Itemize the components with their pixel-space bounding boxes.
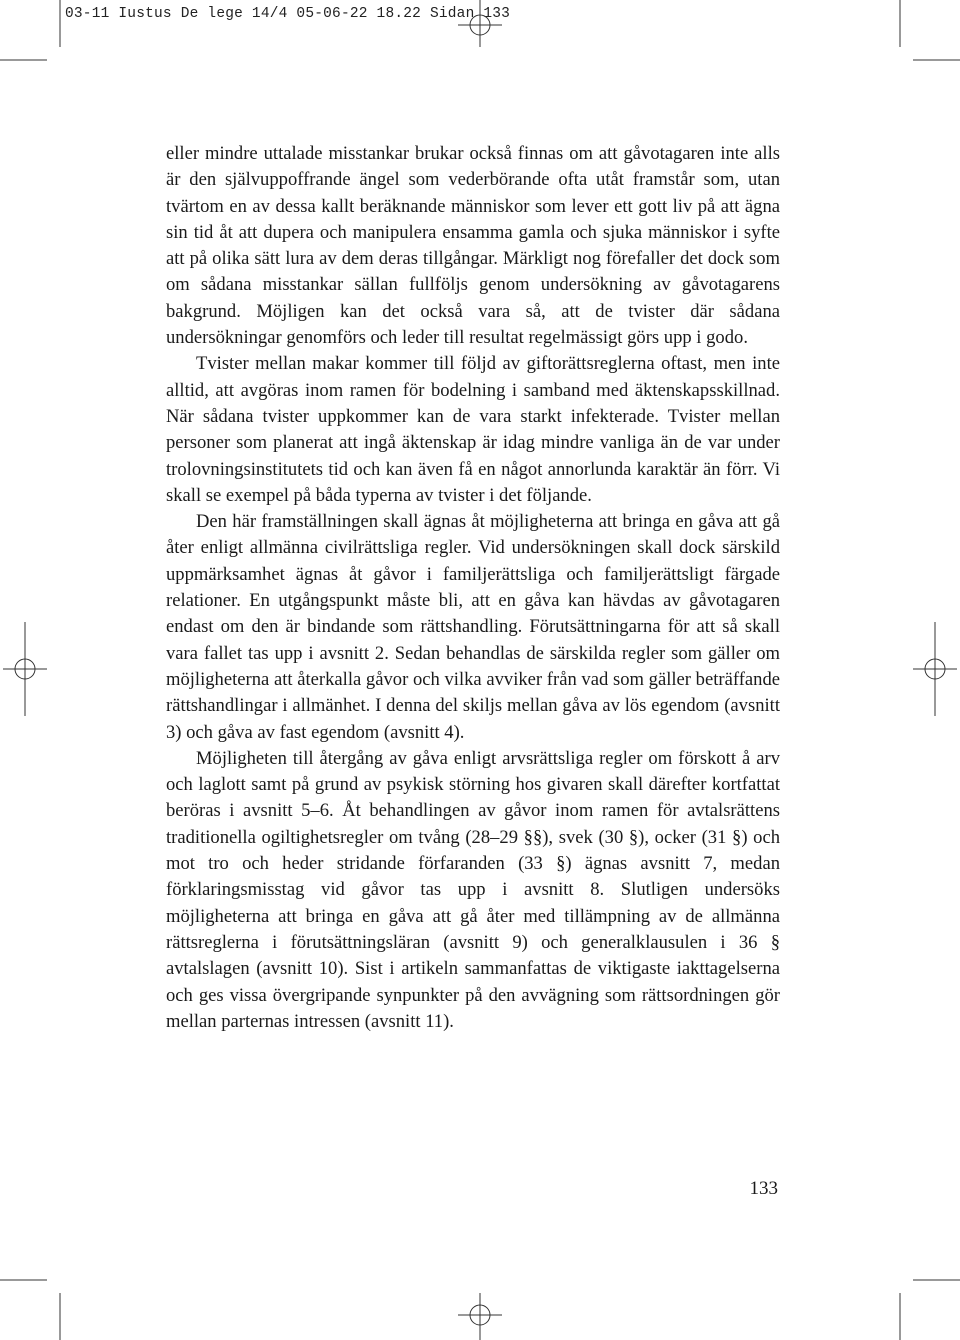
registration-mark-top xyxy=(458,0,502,47)
paragraph: Möjligheten till återgång av gåva enligt arvsrättsliga regler om förskott å arv och laglott samt på grund av psykisk störning hos givaren skall därefter kortfattat beröras i avsnitt 5–6. Åt behandlingen av gåvor inom ramen för avtalsrättens traditionella ogiltighetsregler om tvång (28–29 §§), svek (30 §), ocker (31 §) och mot tro och heder stridande förfaranden (33 §) ägnas avsnitt 7, medan förklaringsmisstag vid gåvor tas upp i avsnitt 8. Slutligen undersöks möjligheterna att bringa en gåva att gå åter med tillämpning av de allmänna rättsreglerna i förutsättningsläran (avsnitt 9) och generalklausulen i 36 § avtalslagen (avsnitt 10). Sist i artikeln sammanfattas de viktigaste iakttagelserna och ges vissa övergripande synpunkter på den avvägning som rättsordningen gör mellan parternas intressen (avsnitt 11). xyxy=(166,747,780,1032)
page-number: 133 xyxy=(749,1178,778,1199)
registration-mark-bottom xyxy=(458,1293,502,1340)
paragraph: Den här framställningen skall ägnas åt möjligheterna att bringa en gåva att gå åter enligt allmänna civilrättsliga regler. Vid undersökningen skall dock särskild uppmärksamhet ägnas åt gåvor i familjerättsliga och familjerättsligt färgade relationer. En utgångspunkt måste bli, att en gåva kan hävdas av gåvotagaren endast om den är bindande som rättshandling. Förutsättningarna för att så skall vara fallet tas upp i avsnitt 2. Sedan behandlas de särskilda regler som gäller om möjligheterna att återkalla gåvor och vilka avviker från vad som gäller beträffande rättshandlingar i allmänhet. I denna del skiljs mellan gåva av lös egendom (avsnitt 3) och gåva av fast egendom (avsnitt 4). xyxy=(166,511,780,743)
print-slug: 03-11 Iustus De lege 14/4 05-06-22 18.22 Sidan 133 xyxy=(65,6,511,22)
body-text xyxy=(166,141,780,1035)
registration-mark-left xyxy=(3,622,47,716)
registration-mark-right xyxy=(913,622,957,716)
paragraph: eller mindre uttalade misstankar brukar också finnas om att gåvotagaren inte alls är den självuppoffrande ängel som vederbörande ofta utåt framstår som, utan tvärtom en av dessa kallt beräknande människor som lever ett gott liv på att ägna sin tid åt att dupera och manipulera ensamma gamla och sjuka människor i syfte att på olika sätt lura av dem deras tillgångar. Märkligt nog förefaller det dock som om sådana misstankar sällan fullföljs genom undersökning av gåvotagarens bakgrund. Möjligen kan det också vara så, att de tvister där sådana undersökningar genomförs och leder till resultat regelmässigt görs upp i godo. xyxy=(166,143,780,349)
paragraph: Tvister mellan makar kommer till följd av giftorättsreglerna oftast, men inte alltid, att avgöras inom ramen för bodelning i samband med äktenskapsskillnad. När sådana tvister uppkommer kan de vara starkt infekterade. Tvister mellan personer som planerat att ingå äktenskap är idag mindre vanliga än de var under trolovningsinstitutets tid och kan även få en något annorlunda karaktär än förr. Vi skall se exempel på båda typerna av tvister i det följande. xyxy=(166,353,780,506)
